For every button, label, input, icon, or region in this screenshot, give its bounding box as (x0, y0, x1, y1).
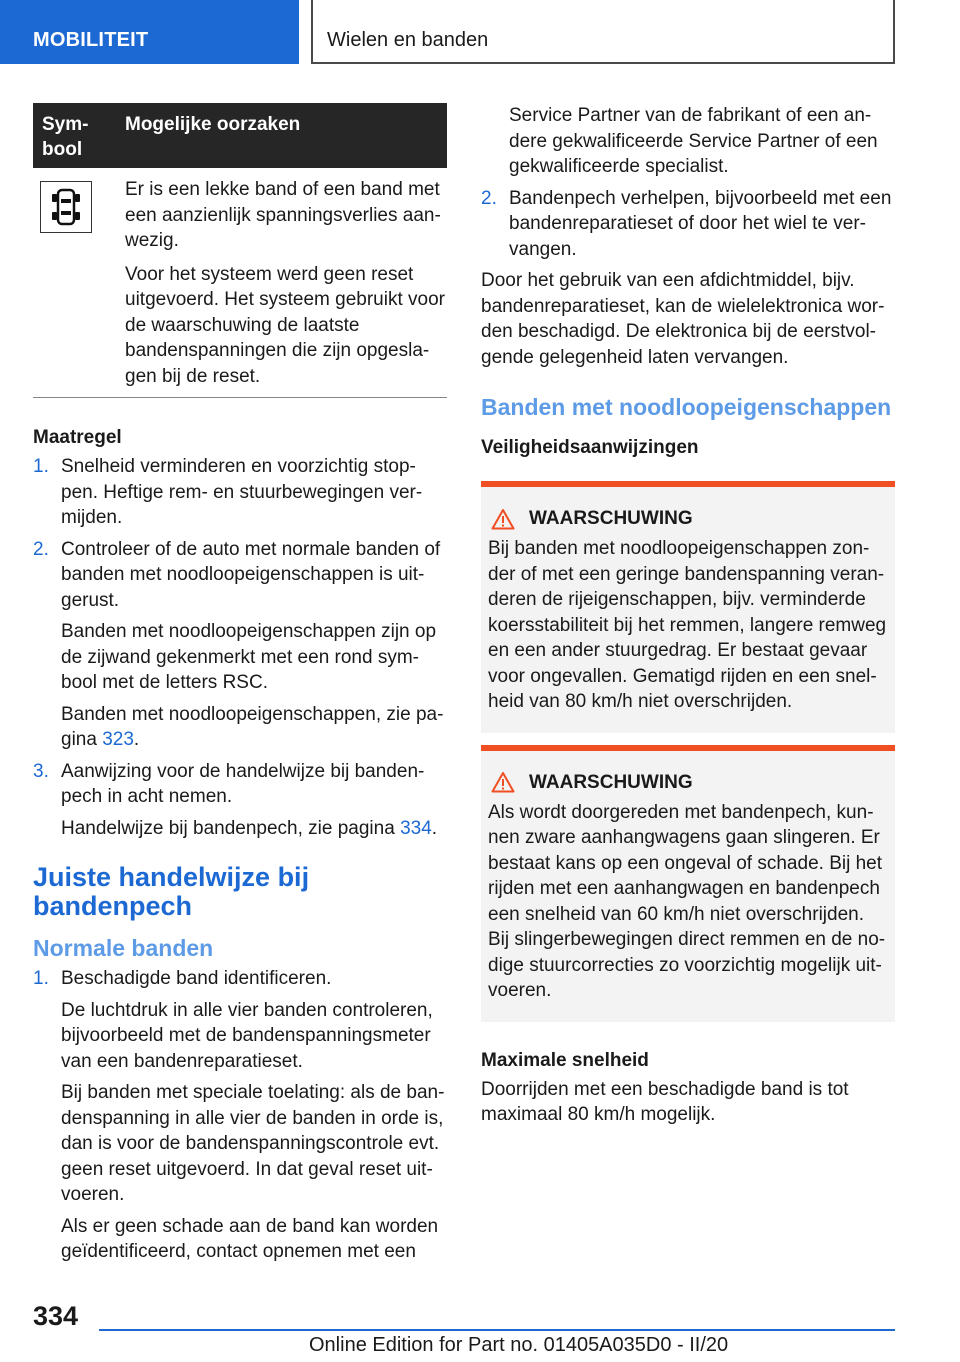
left-column (33, 103, 447, 1265)
list-number: 2. (33, 538, 49, 560)
chapter-title: Wielen en banden (327, 29, 489, 51)
warning-triangle-icon (491, 771, 515, 793)
table-header-symbol: Sym- bool (42, 114, 89, 160)
list-number: 1. (33, 968, 49, 989)
page-link-323[interactable]: 323 (102, 729, 134, 750)
warning-triangle-icon (491, 508, 515, 530)
steps-list-continued (481, 186, 895, 263)
list-item (481, 186, 895, 263)
right-column (481, 103, 895, 1128)
list-number: 2. (481, 187, 497, 209)
warning-title: WAARSCHUWING (488, 506, 887, 531)
warning-title: WAARSCHUWING (488, 770, 887, 795)
list-text: Banden met noodloopeigenschappen zijn op de zijwand gekenmerkt met een rond sym-bool met de letters RSC. (61, 621, 437, 693)
section-label: MOBILITEIT (33, 29, 149, 51)
page-link-334[interactable]: 334 (400, 817, 432, 839)
section-heading-runflat: Banden met noodloopeigenschappen (481, 394, 892, 420)
footer-divider (99, 1329, 895, 1331)
warning-box (481, 481, 895, 733)
list-text: Bij banden met speciale toelating: als de ban-denspanning in alle vier de banden in orde is, dan is voor de bandenspanningscontrole evt. geen reset uitgevoerd. In dat geval reset uit-voeren. (61, 1082, 445, 1205)
list-item (33, 537, 447, 753)
measures-title: Maatregel (33, 427, 122, 448)
list-text: Beschadigde band identificeren. (61, 968, 332, 989)
steps-list (33, 966, 447, 1265)
table-header-causes: Mogelijke oorzaken (125, 114, 301, 135)
tire-pressure-car-icon (40, 181, 92, 233)
list-text: Handelwijze bij bandenpech, zie pagina 334. (61, 817, 438, 839)
cause-text: Er is een lekke band of een band met een aanzienlijk spanningsverlies aan-wezig. (125, 179, 441, 251)
causes-cell (125, 177, 447, 389)
list-text: Als er geen schade aan de band kan worden geïdentificeerd, contact opnemen met een (61, 1215, 439, 1262)
list-text: Snelheid verminderen en voorzichtig stop-pen. Heftige rem- en stuurbewegingen ver-mijden. (61, 456, 423, 528)
warning-box (481, 745, 895, 1022)
max-speed-title: Maximale snelheid (481, 1049, 649, 1071)
measures-list (33, 454, 447, 841)
cause-text: Voor het systeem werd geen reset uitgevoerd. Het systeem gebruikt voor de waarschuwing de laatste bandenspanningen die zijn opgesla-gen bij de reset. (125, 263, 445, 387)
continued-text: Service Partner van de fabrikant of een an-dere gekwalificeerde Service Partner of een gekwalificeerde specialist. (509, 105, 878, 177)
body-text: Door het gebruik van een afdichtmiddel, bijv. bandenreparatieset, kan de wielelektronica wor-den beschadigd. De elektronica bij de eerstvol-gende gelegenheid laten vervangen. (481, 270, 885, 368)
footer-edition: Online Edition for Part no. 01405A035D0 - II/20 (309, 1334, 729, 1356)
max-speed-text: Doorrijden met een beschadigde band is tot maximaal 80 km/h mogelijk. (481, 1078, 849, 1125)
list-text: Banden met noodloopeigenschappen, zie pa-gina 323. (61, 703, 444, 750)
symbol-cell (33, 177, 125, 389)
list-item (33, 966, 447, 1265)
chapter-title-box (311, 0, 895, 64)
table-header (33, 103, 447, 168)
list-number: 1. (33, 456, 49, 477)
list-number: 3. (33, 760, 49, 782)
list-item (33, 759, 447, 842)
warning-text: Bij banden met noodloopeigenschappen zon-der of met een geringe bandenspanning veran-deren de rijeigenschappen, bijv. verminderde koersstabiliteit bij het remmen, langere remweg en een ander stuurgedrag. Er bestaat gevaar voor ongevallen. Gematigd rijden en een snel-heid van 80 km/h niet overschrijden. (488, 538, 887, 712)
list-text: Aanwijzing voor de handelwijze bij banden-pech in acht nemen. (61, 760, 425, 807)
warning-text: Als wordt doorgereden met bandenpech, kun-nen zware aanhangwagens gaan slingeren. Er bestaat kans op een ongeval of schade. Bij het rijden met een aanhangwagen en bandenpech een snelheid van 60 km/h niet overschrijden. Bij slingerbewegingen direct remmen en de no-dige stuurcorrecties zo voorzichtig mogelijk uit-voeren. (488, 801, 886, 1001)
list-text: Controleer of de auto met normale banden of banden met noodloopeigenschappen is uit-gerust. (61, 538, 441, 611)
symbol-table (33, 103, 447, 398)
list-item (33, 454, 447, 531)
table-row (33, 168, 447, 398)
section-tab (0, 0, 299, 64)
section-heading: Juiste handelwijze bij bandenpech (33, 862, 310, 921)
safety-title: Veiligheidsaanwijzingen (481, 437, 699, 458)
subsection-heading: Normale banden (33, 935, 214, 961)
list-text: De luchtdruk in alle vier banden controleren, bijvoorbeeld met de bandenspanningsmeter van een bandenreparatieset. (61, 999, 433, 1072)
page-number: 334 (33, 1301, 79, 1331)
list-text: Bandenpech verhelpen, bijvoorbeeld met een bandenreparatieset of door het wiel te ver-vangen. (509, 187, 892, 260)
